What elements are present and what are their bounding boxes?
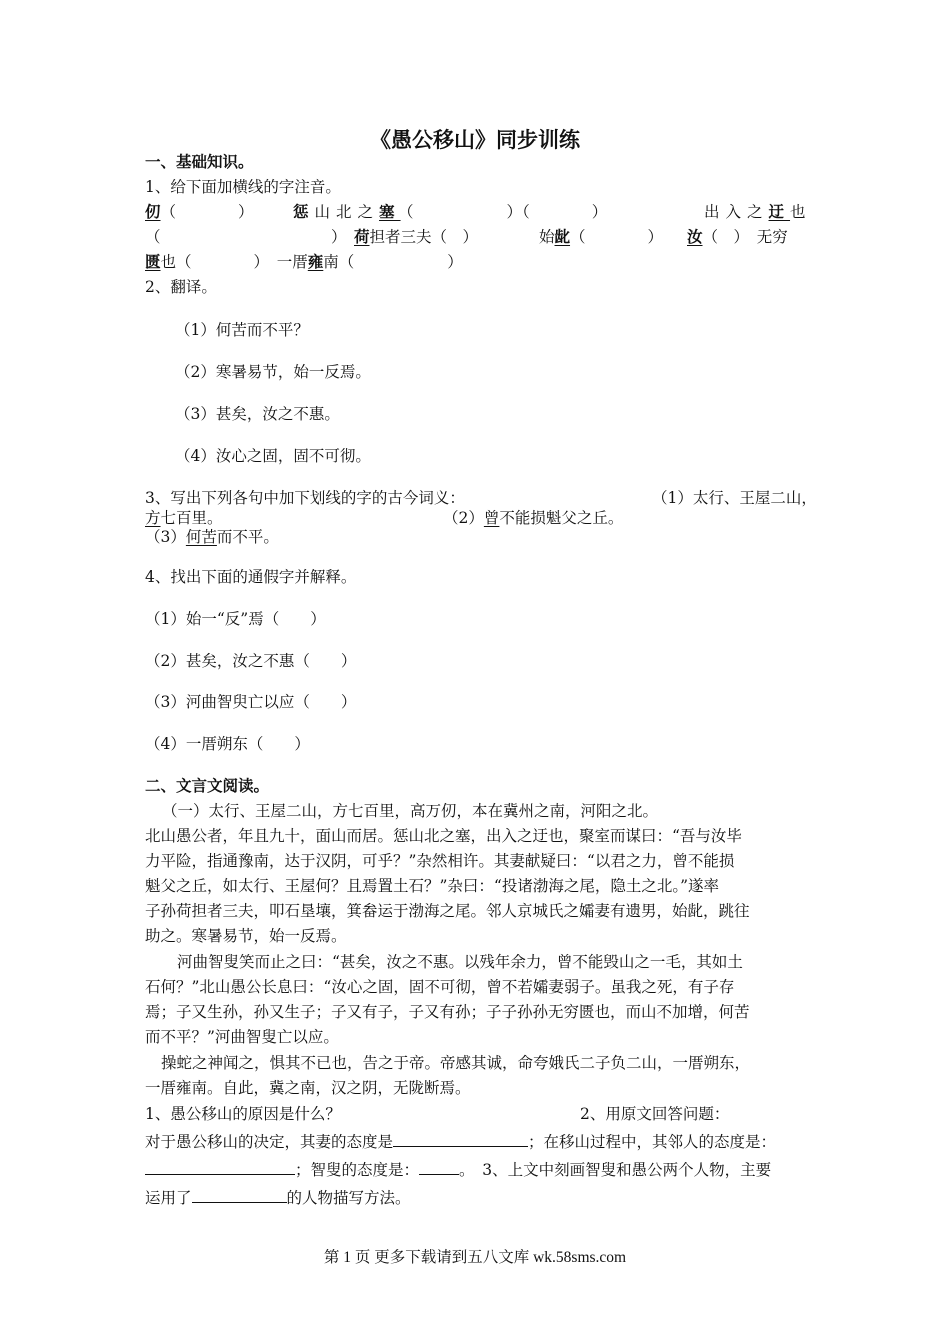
reading-q1: 1、愚公移山的原因是什么？ [145,1105,341,1123]
reading-q2-line1: 对于愚公移山的决定，其妻的态度是 ；在移山过程中，其邻人的态度是： [145,1130,776,1153]
passage-line: 操蛇之神闻之，惧其不已也，告之于帝。帝感其诚，命夸娥氏二子负二山，一厝朔东， [161,1054,751,1072]
passage-line: 焉；子又生孙，孙又生子；子又有子，子又有孙；子子孙孙无穷匮也，而山不加增，何苦 [145,1003,750,1021]
q2-item-3: （3）甚矣，汝之不惠。 [175,405,340,423]
passage-line: 石何？”北山愚公长息曰：“汝心之固，固不可彻，曾不若孀妻弱子。虽我之死，有子存 [145,978,735,996]
q4-item-1: （1）始一“反”焉（ ） [145,610,326,628]
q1-prompt: 1、给下面加横线的字注音。 [145,178,341,196]
passage-line: 一厝雍南。自此，冀之南，汉之阴，无陇断焉。 [145,1079,471,1097]
char-ru: 汝 [687,227,703,246]
reading-q2: 2、用原文回答问题： [580,1105,730,1123]
q1-line2-b: 荷担者三夫（ ） [354,227,479,246]
q2-item-4: （4）汝心之固，固不可彻。 [175,447,371,465]
q3-item1-b: 方七百里。 [145,509,223,527]
section1-heading: 一、基础知识。 [145,152,254,171]
char-cheng: 惩 [293,202,315,221]
answer-blank[interactable] [145,1158,295,1175]
passage-line: 北山愚公者，年且九十，面山而居。惩山北之塞，出入之迂也，聚室而谋曰：“吾与汝毕 [145,827,742,845]
reading-q3-line: 运用了 的人物描写方法。 [145,1186,411,1209]
reading-q2-line2: ；智叟的态度是： 。 3、上文中刻画智叟和愚公两个人物，主要 [145,1158,771,1181]
passage-line: （一）太行、王屋二山，方七百里，高万仞，本在冀州之南，河阳之北。 [162,802,659,820]
answer-blank[interactable] [419,1158,459,1175]
char-he: 荷 [354,227,370,246]
q3-item2: （2）曾不能损魁父之丘。 [443,509,624,527]
char-kui: 匮 [145,252,161,271]
q3-item1-a: （1）太行、王屋二山， [652,489,817,507]
section2-heading: 二、文言文阅读。 [145,776,270,795]
passage-line: 力平险，指通豫南，达于汉阴，可乎？”杂然相许。其妻献疑曰：“以君之力，曾不能损 [145,852,735,870]
q1-line1: 仞（ ） [145,202,254,221]
answer-blank[interactable] [393,1130,528,1147]
passage-line: 助之。寒暑易节，始一反焉。 [145,927,347,945]
q3-item3: （3）何苦而不平。 [145,528,279,546]
page-footer: 第 1 页 更多下载请到五八文库 wk.58sms.com [323,1249,627,1266]
char-chen: 龀 [554,227,571,246]
answer-blank[interactable] [192,1186,287,1203]
q3-prompt: 3、写出下列各句中加下划线的字的古今词义： [145,489,465,507]
q1-line2-a: （ ） [145,228,347,246]
q1-line2-c: 始龀（ ） [539,227,664,246]
char-sai: 塞 [379,202,401,221]
passage-line: 子孙荷担者三夫，叩石垦壤，箕畚运于渤海之尾。邻人京城氏之孀妻有遗男，始龀，跳往 [145,902,750,920]
passage-line: 魁父之丘，如太行、王屋何？且焉置土石？”杂曰：“投诸渤海之尾，隐土之北。”遂率 [145,877,720,895]
q4-item-3: （3）河曲智臾亡以应（ ） [145,693,357,711]
q4-item-4: （4）一厝朔东（ ） [145,735,310,753]
char-ren: 仞 [145,202,161,221]
char-yu: 迂 [768,202,791,221]
q1-line3: 匮也（ ） 一厝雍南（ ） [145,252,463,271]
q2-item-1: （1）何苦而不平？ [175,321,309,339]
q4-item-2: （2）甚矣，汝之不惠（ ） [145,652,357,670]
passage-line: 而不平？”河曲智叟亡以应。 [145,1028,339,1046]
q2-item-2: （2）寒暑易节，始一反焉。 [175,363,371,381]
q1-line1-d: 出入之迂也 [704,202,812,221]
passage-line: 河曲智叟笑而止之曰：“甚矣，汝之不惠。以残年余力，曾不能毁山之一毛，其如土 [177,953,743,971]
page-title: 《愚公移山》同步训练 [370,127,580,152]
q1-line1-b: 惩山北之塞 [293,202,401,221]
q1-line2-d: 汝（ ） 无穷 [687,227,788,246]
q2-prompt: 2、翻译。 [145,278,217,296]
q4-prompt: 4、找出下面的通假字并解释。 [145,568,357,586]
q1-line1-c: （ ）（ ） [398,203,608,221]
char-yong: 雍 [307,252,324,271]
